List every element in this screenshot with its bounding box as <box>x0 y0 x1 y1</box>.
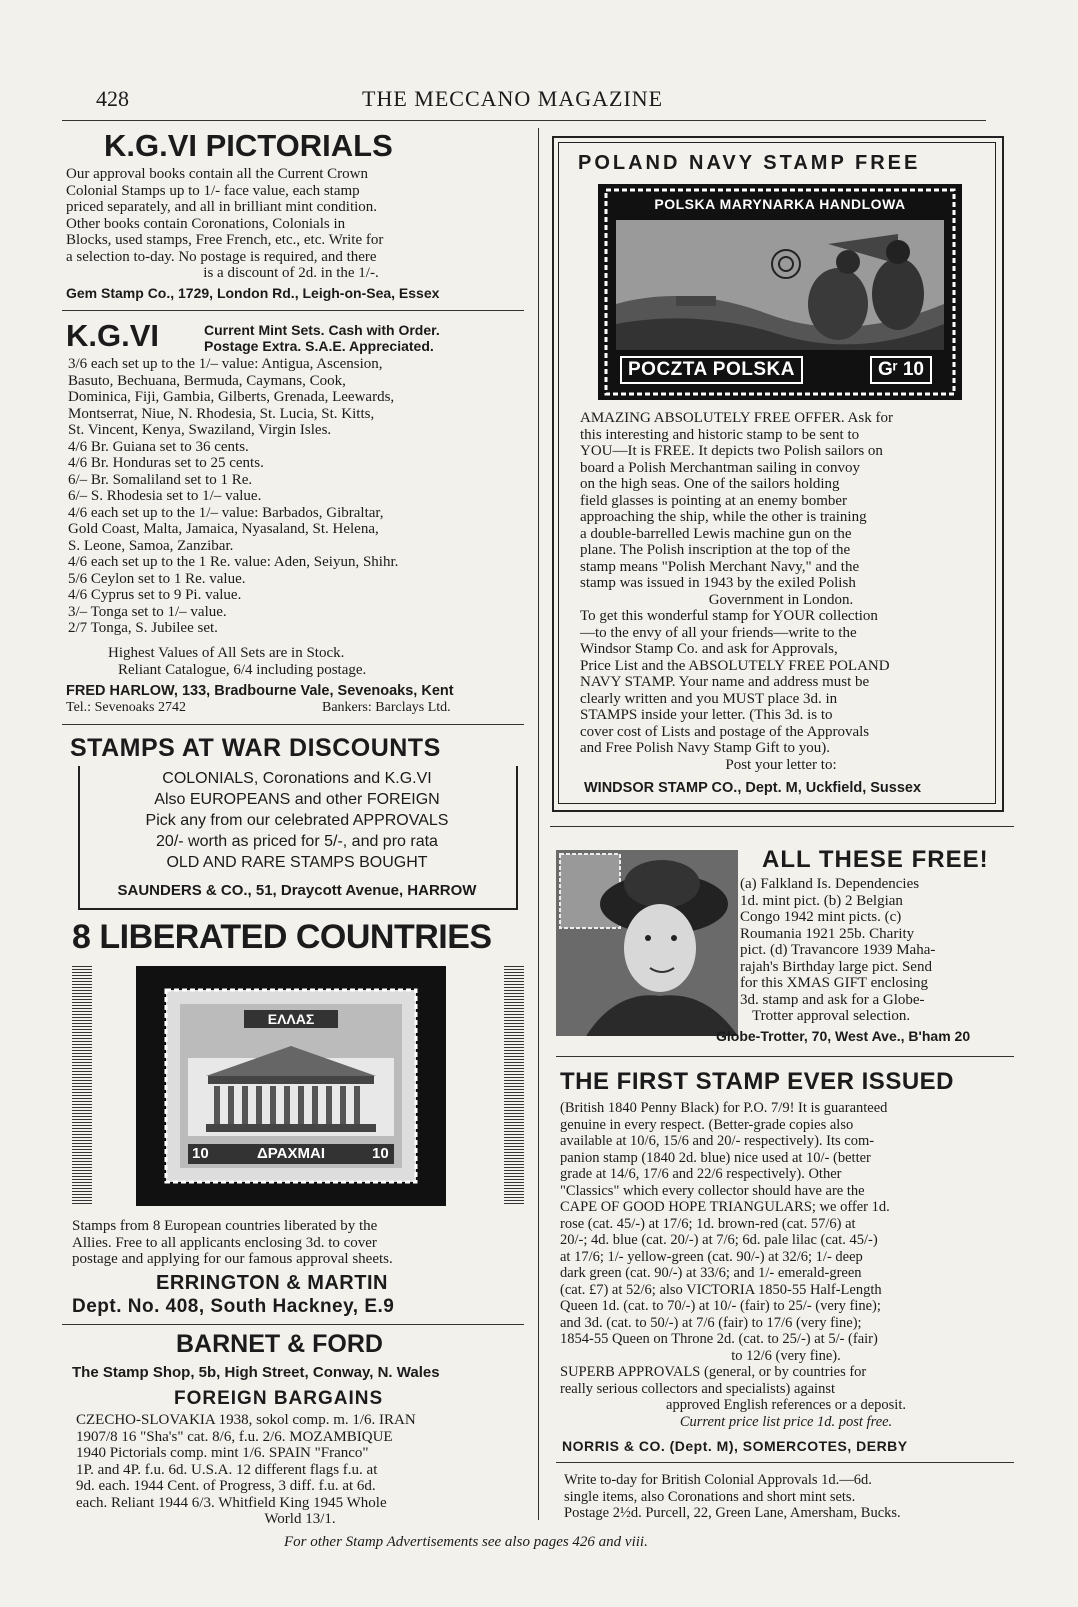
text-line: Current price list price 1d. post free. <box>679 1413 893 1430</box>
polish-stamp-top-label: POLSKA MARYNARKA HANDLOWA <box>654 196 906 212</box>
text-line: priced separately, and all in brilliant mint condition. <box>66 199 378 215</box>
text-line: 2/7 Tonga, S. Jubilee set. <box>68 620 218 636</box>
all-free-body <box>740 876 1012 1025</box>
kgvi-sets-footer-1: Highest Values of All Sets are in Stock. <box>108 645 345 661</box>
column-divider <box>538 128 539 1520</box>
text-line: a double-barrelled Lewis machine gun on the <box>580 525 852 542</box>
text-line: Write to-day for British Colonial Approvals 1d.—6d. <box>564 1472 872 1488</box>
greek-stamp-top-label: ΕΛΛΑΣ <box>267 1011 315 1027</box>
text-line: clearly written and you MUST place 3d. in <box>580 690 838 707</box>
text-line: Montserrat, Niue, N. Rhodesia, St. Lucia, St. Kitts, <box>68 405 375 422</box>
text-line: SUPERB APPROVALS (general, or by countries for <box>560 1364 867 1380</box>
greek-stamp-value-right: 10 <box>372 1145 389 1162</box>
text-line: grade at 14/6, 17/6 and 22/6 respectively). Other <box>560 1166 842 1182</box>
war-discounts-body <box>80 768 514 873</box>
errington-martin-address: Dept. No. 408, South Hackney, E.9 <box>72 1296 395 1317</box>
text-line: plane. The Polish inscription at the top of the <box>580 542 851 558</box>
text-line: Dominica, Fiji, Gambia, Gilberts, Grenada, Leewards, <box>68 389 395 405</box>
text-line: field glasses is pointing at an enemy bomber <box>580 492 848 509</box>
text-line: 4/6 Br. Honduras set to 25 cents. <box>68 455 264 471</box>
section-rule <box>556 1056 1014 1057</box>
text-line: on the high seas. One of the sailors holding <box>580 476 840 492</box>
text-line: Stamps from 8 European countries liberated by the <box>72 1218 378 1234</box>
text-line: 20/-; 4d. blue (cat. 20/-) at 7/6; 6d. pale lilac (cat. 45/-) <box>560 1232 878 1248</box>
poland-navy-title: POLAND NAVY STAMP FREE <box>578 152 921 174</box>
text-line: and Free Polish Navy Stamp Gift to you). <box>580 740 830 756</box>
text-line: Postage 2½d. Purcell, 22, Green Lane, Amersham, Bucks. <box>564 1505 901 1521</box>
text-line: —to the envy of all your friends—write to the <box>580 624 857 641</box>
header-rule <box>62 120 986 121</box>
globe-trotter-stamp-image <box>556 850 738 1036</box>
greek-stamp-value-left: 10 <box>192 1145 209 1162</box>
kgvi-sets-heading-1: Current Mint Sets. Cash with Order. <box>204 322 440 338</box>
text-line: this interesting and historic stamp to be sent to <box>580 426 860 443</box>
text-line: (a) Falkland Is. Dependencies <box>740 876 920 892</box>
errington-martin-name: ERRINGTON & MARTIN <box>156 1272 388 1294</box>
text-line: 1940 Pictorials comp. mint 1/6. SPAIN "Franco" <box>76 1445 369 1461</box>
text-line: stamp was issued in 1943 by the exiled Polish <box>580 575 856 591</box>
text-line: 4/6 Br. Guiana set to 36 cents. <box>68 438 249 455</box>
temple-stamp-graphic <box>136 966 446 1206</box>
liberated-title: 8 LIBERATED COUNTRIES <box>72 918 492 956</box>
liberated-body <box>72 1218 524 1268</box>
magazine-title: THE MECCANO MAGAZINE <box>362 86 664 111</box>
foreign-bargains-title: FOREIGN BARGAINS <box>174 1388 384 1409</box>
text-line: Congo 1942 mint picts. (c) <box>740 909 902 925</box>
text-line: 4/6 each set up to the 1/– value: Barbados, Gibraltar, <box>68 504 384 521</box>
text-line: (British 1840 Penny Black) for P.O. 7/9! It is guaranteed <box>560 1100 888 1116</box>
text-line: postage and applying for our famous approval sheets. <box>72 1251 393 1267</box>
text-line: 5/6 Ceylon set to 1 Re. value. <box>68 570 246 587</box>
text-line: 6/– Br. Somaliland set to 1 Re. <box>68 471 253 488</box>
text-line: stamp means "Polish Merchant Navy," and the <box>580 558 860 575</box>
text-line: 20/- worth as priced for 5/-, and pro rata <box>156 833 438 850</box>
polish-stamp-value: Gʳ 10 <box>870 356 932 384</box>
decorative-bar-left <box>72 966 92 1206</box>
text-line: for this XMAS GIFT enclosing <box>740 975 929 991</box>
text-line: Government in London. <box>708 591 854 608</box>
text-line: To get this wonderful stamp for YOUR collection <box>580 608 878 624</box>
text-line: genuine in every respect. (Better-grade copies also <box>560 1116 854 1133</box>
polish-navy-stamp-image <box>598 184 962 400</box>
text-line: Trotter approval selection. <box>752 1008 911 1024</box>
text-line: at 17/6; 1/- yellow-green (cat. 90/-) at 32/6; 1/- deep <box>560 1248 863 1265</box>
text-line: really serious collectors and specialists) against <box>560 1380 836 1397</box>
text-line: Basuto, Bechuana, Bermuda, Caymans, Cook, <box>68 372 346 389</box>
text-line: rajah's Birthday large pict. Send <box>740 958 932 975</box>
section-rule <box>62 310 524 311</box>
text-line: Also EUROPEANS and other FOREIGN <box>154 791 440 808</box>
kgvi-pictorials-title: K.G.VI PICTORIALS <box>104 128 393 163</box>
text-line: rose (cat. 45/-) at 17/6; 1d. brown-red (cat. 57/6) at <box>560 1215 856 1232</box>
text-line: approved English references or a deposit. <box>666 1397 906 1413</box>
barnet-ford-title: BARNET & FORD <box>176 1330 383 1358</box>
text-line: Our approval books contain all the Current Crown <box>66 166 369 182</box>
text-line: OLD AND RARE STAMPS BOUGHT <box>166 854 428 871</box>
war-discounts-title: STAMPS AT WAR DISCOUNTS <box>70 734 441 762</box>
page-number: 428 <box>96 86 129 111</box>
gem-stamp-address: Gem Stamp Co., 1729, London Rd., Leigh-on-Sea, Essex <box>66 285 440 301</box>
text-line: pict. (d) Travancore 1939 Maha- <box>740 942 936 958</box>
text-line: CAPE OF GOOD HOPE TRIANGULARS; we offer 1d. <box>560 1199 890 1215</box>
text-line: available at 10/6, 15/6 and 20/- respectively). Its com- <box>560 1133 875 1149</box>
text-line: dark green (cat. 90/-) at 33/6; and 1/- emerald-green <box>560 1265 862 1281</box>
kgvi-sets-heading-2: Postage Extra. S.A.E. Appreciated. <box>204 338 434 354</box>
section-rule <box>550 826 1014 827</box>
text-line: Gold Coast, Malta, Jamaica, Nyasaland, St. Helena, <box>68 521 379 537</box>
text-line: each. Reliant 1944 6/3. Whitfield King 1945 Whole <box>76 1494 387 1511</box>
windsor-stamp-address: WINDSOR STAMP CO., Dept. M, Uckfield, Sussex <box>584 780 922 796</box>
text-line: panion stamp (1840 2d. blue) nice used at 10/- (better <box>560 1149 871 1166</box>
text-line: St. Vincent, Kenya, Swaziland, Virgin Isles. <box>68 422 332 438</box>
text-line: Blocks, used stamps, Free French, etc., etc. Write for <box>66 232 384 248</box>
text-line: (cat. £7) at 52/6; also VICTORIA 1850-55 Half-Length <box>560 1281 882 1298</box>
all-free-title: ALL THESE FREE! <box>762 846 989 873</box>
decorative-bar-right <box>504 966 524 1206</box>
text-line: Allies. Free to all applicants enclosing 3d. to cover <box>72 1234 377 1251</box>
text-line: 1907/8 16 "Sha's" cat. 8/6, f.u. 2/6. MOZAMBIQUE <box>76 1428 393 1445</box>
text-line: a selection to-day. No postage is required, and there <box>66 248 377 265</box>
text-line: to 12/6 (very fine). <box>731 1347 841 1364</box>
fred-harlow-bankers: Bankers: Barclays Ltd. <box>322 700 451 715</box>
text-line: Colonial Stamps up to 1/- face value, each stamp <box>66 182 360 199</box>
text-line: 1P. and 4P. f.u. 6d. U.S.A. 12 different flags f.u. at <box>76 1461 378 1478</box>
text-line: Queen 1d. (cat. to 70/-) at 10/- (fair) to 25/- (very fine); <box>560 1298 881 1314</box>
poland-navy-body <box>580 410 982 773</box>
text-line: single items, also Coronations and short mint sets. <box>564 1488 856 1505</box>
text-line: "Classics" which every collector should have are the <box>560 1182 865 1199</box>
first-stamp-title: THE FIRST STAMP EVER ISSUED <box>560 1068 954 1095</box>
text-line: COLONIALS, Coronations and K.G.VI <box>162 770 432 787</box>
text-line: Price List and the ABSOLUTELY FREE POLAND <box>580 657 890 674</box>
text-line: AMAZING ABSOLUTELY FREE OFFER. Ask for <box>580 410 893 426</box>
kgvi-sets-title: K.G.VI <box>66 318 160 353</box>
text-line: Windsor Stamp Co. and ask for Approvals, <box>580 641 838 657</box>
text-line: 4/6 Cyprus set to 9 Pi. value. <box>68 587 242 603</box>
globe-trotter-address: Globe-Trotter, 70, West Ave., B'ham 20 <box>716 1028 971 1044</box>
text-line: NAVY STAMP. Your name and address must be <box>580 674 870 690</box>
text-line: 3d. stamp and ask for a Globe- <box>740 991 925 1008</box>
text-line: and 3d. (cat. to 50/-) at 7/6 (fair) to 17/6 (very fine); <box>560 1314 862 1331</box>
text-line: cover cost of Lists and postage of the Approvals <box>580 723 870 740</box>
text-line: Post your letter to: <box>725 756 837 773</box>
text-line: board a Polish Merchantman sailing in convoy <box>580 459 860 476</box>
text-line: Roumania 1921 25b. Charity <box>740 925 915 942</box>
purcell-ad <box>564 1472 1014 1522</box>
norris-address: NORRIS & CO. (Dept. M), SOMERCOTES, DERBY <box>562 1438 908 1454</box>
section-rule <box>62 1324 524 1325</box>
text-line: 6/– S. Rhodesia set to 1/– value. <box>68 488 262 504</box>
barnet-ford-address: The Stamp Shop, 5b, High Street, Conway, N. Wales <box>72 1364 440 1381</box>
text-line: CZECHO-SLOVAKIA 1938, sokol comp. m. 1/6. IRAN <box>76 1412 416 1428</box>
text-line: 4/6 each set up to the 1 Re. value: Aden, Seiyun, Shihr. <box>68 554 399 570</box>
text-line: 9d. each. 1944 Cent. of Progress, 3 diff. f.u. at 6d. <box>76 1478 376 1494</box>
kgvi-pictorials-body <box>66 166 516 282</box>
text-line: approaching the ship, while the other is training <box>580 509 867 525</box>
greek-stamp-image <box>136 966 446 1206</box>
saunders-address: SAUNDERS & CO., 51, Draycott Avenue, HARROW <box>117 882 477 899</box>
text-line: Other books contain Coronations, Colonials in <box>66 215 346 232</box>
text-line: 3/– Tonga set to 1/– value. <box>68 603 227 620</box>
section-rule <box>556 1462 1014 1463</box>
text-line: 3/6 each set up to the 1/– value: Antigua, Ascension, <box>68 356 383 372</box>
text-line: Pick any from our celebrated APPROVALS <box>145 812 449 829</box>
text-line: 1d. mint pict. (b) 2 Belgian <box>740 892 903 909</box>
polish-stamp-bottom-label: POCZTA POLSKA <box>620 356 803 384</box>
soldier-portrait-graphic <box>556 850 738 1036</box>
first-stamp-body <box>560 1100 1012 1430</box>
text-line: 1854-55 Queen on Throne 2d. (cat. to 25/-) at 5/- (fair) <box>560 1331 878 1347</box>
text-line: STAMPS inside your letter. (This 3d. is to <box>580 707 833 723</box>
greek-stamp-bottom-label: ΔΡΑΧΜΑΙ <box>256 1145 325 1162</box>
kgvi-sets-list <box>68 356 518 637</box>
fred-harlow-address: FRED HARLOW, 133, Bradbourne Vale, Sevenoaks, Kent <box>66 683 454 699</box>
fred-harlow-tel: Tel.: Sevenoaks 2742 <box>66 700 186 715</box>
kgvi-sets-footer-2: Reliant Catalogue, 6/4 including postage. <box>118 662 367 678</box>
foreign-bargains-list <box>76 1412 524 1528</box>
page-footer: For other Stamp Advertisements see also pages 426 and viii. <box>284 1534 648 1550</box>
section-rule <box>62 724 524 725</box>
text-line: S. Leone, Samoa, Zanzibar. <box>68 537 234 554</box>
text-line: World 13/1. <box>264 1511 336 1527</box>
text-line: YOU—It is FREE. It depicts two Polish sailors on <box>580 443 883 459</box>
text-line: is a discount of 2d. in the 1/-. <box>203 265 379 281</box>
